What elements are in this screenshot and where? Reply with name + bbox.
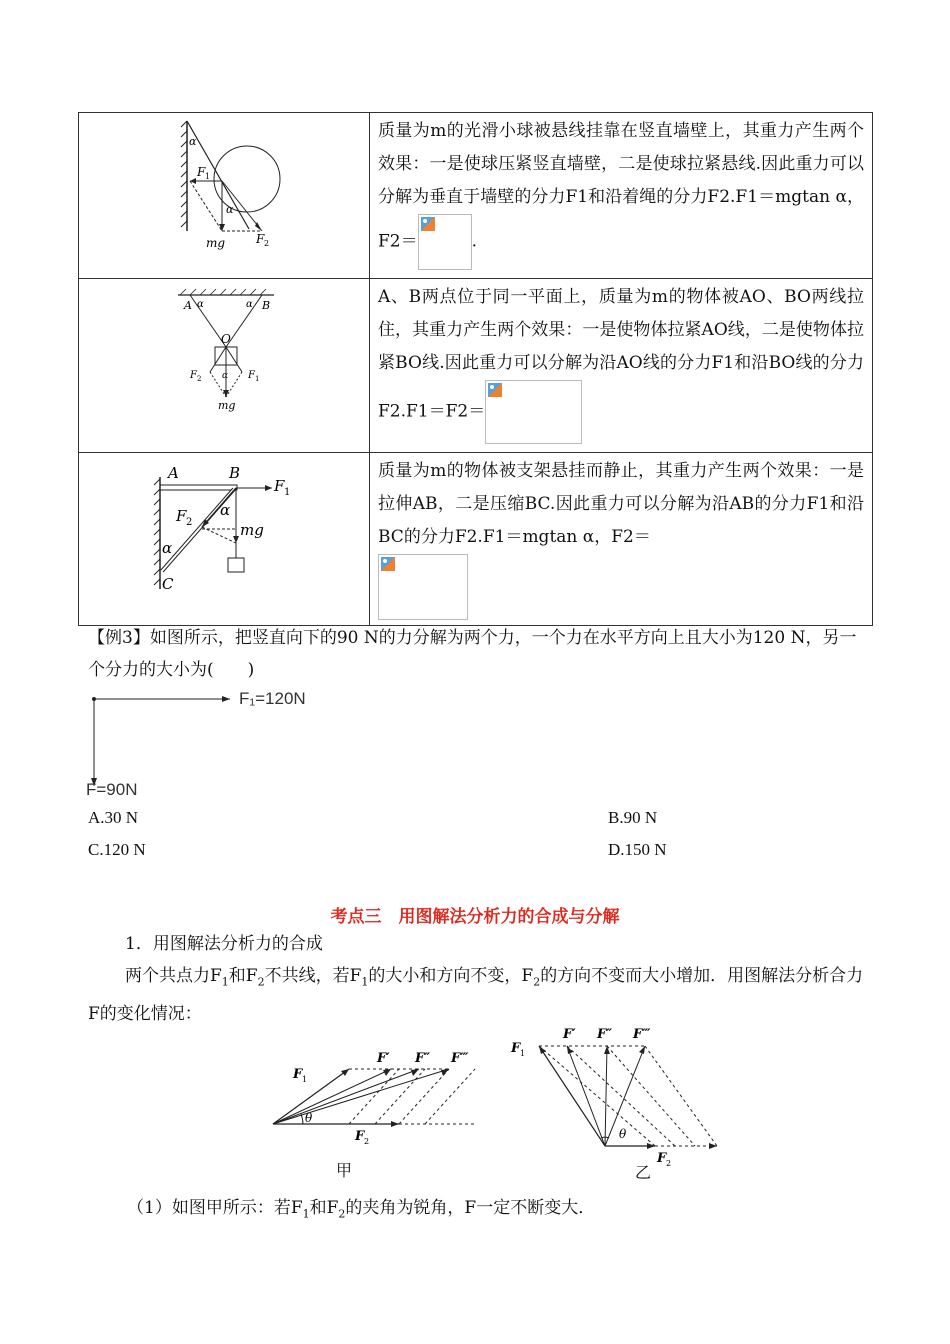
two-strings-figure-cell [79,279,370,453]
row-end: . [471,231,478,252]
bracket-figure [144,463,304,593]
sub-2: 2 [338,1207,346,1221]
table-row [79,453,873,626]
p1-text-a: 两个共点力F [125,966,222,986]
f2-sub: 2 [666,1159,672,1168]
p1-text-c: 不共线，若F [264,966,362,986]
mg-label: mg [240,521,264,539]
p1-text-b: 和F [228,966,258,986]
f2-label: F [355,1129,365,1144]
f2-label: F [176,507,187,525]
p2-text-b: 和F [309,1198,339,1218]
f1-label: F [511,1041,521,1056]
f1-sub: 1 [520,1049,526,1058]
paragraph-2 [127,1192,867,1230]
alpha-label: α [189,135,197,148]
option-b[interactable]: B.90 N [608,808,658,827]
f1-120n-label: F₁=120N [239,689,306,708]
f2-label: F [657,1151,667,1166]
bracket-figure-cell [79,453,370,626]
ball-on-wall-figure [154,119,294,259]
fdprime-label: F″ [415,1051,431,1066]
f1-label: F [274,477,285,495]
sub-2: 2 [257,975,265,989]
alpha-label-2: α [162,539,173,557]
f2-sub: 2 [364,1137,370,1146]
sub-1: 1 [302,1207,310,1221]
ftprime-label: F‴ [451,1051,469,1066]
fprime-label: F′ [563,1027,576,1042]
caption-yi: 乙 [635,1163,652,1182]
p2-text-c: 的夹角为锐角，F一定不断变大． [345,1198,596,1218]
sub-2: 2 [533,975,541,989]
row-text: A、B两点位于同一平面上，质量为m的物体被AO、BO两线拉住，其重力产生两个效果：一是使物体拉紧AO线，二是使物体拉紧BO线.因此重力可以分解为沿AO线的分力F1和沿BO线的分力F2.F1＝F2＝ [378,287,864,422]
ball-on-wall-text-cell [370,113,873,279]
section-title: 考点三 用图解法分析力的合成与分解 [330,907,620,927]
sub-1: 1 [361,975,369,989]
image-placeholder [378,554,468,620]
o-label: O [221,332,231,346]
f1-sub: 1 [284,487,291,498]
mg-label: mg [206,236,226,250]
alpha-label-2: α [246,299,253,310]
f1-label: F [197,165,206,179]
a-label: A [184,299,192,312]
ftprime-label: F‴ [633,1027,651,1042]
alpha-label-2: α [226,203,234,216]
theta-label: θ [619,1127,627,1141]
option-c[interactable]: C.120 N [88,840,146,859]
fdprime-label: F″ [597,1027,613,1042]
c-label: C [162,575,174,593]
theta-label: θ [305,1111,313,1125]
figure-yi [505,1020,727,1168]
f1-sub: 1 [205,172,211,181]
a-label: A [168,464,179,482]
figure-jia [265,1040,480,1155]
mg-label: mg [218,399,236,412]
b-label: B [262,299,271,312]
alpha-label: α [220,501,231,519]
alpha-label-3: α [222,371,229,381]
f2-sub: 2 [197,375,202,383]
p2-text-a: （1）如图甲所示：若F [127,1198,303,1218]
caption-jia: 甲 [336,1161,353,1180]
f2-label: F [256,232,265,246]
decomposition-table [78,112,873,626]
f1-label: F [248,370,255,381]
f2-sub: 2 [186,517,193,528]
f1-sub: 1 [255,375,260,383]
table-row [79,279,873,453]
paragraph-1 [88,960,866,1030]
f1-label: F [293,1067,303,1082]
bracket-text-cell [370,453,873,626]
two-strings-figure [164,285,284,415]
option-a[interactable]: A.30 N [88,808,139,827]
row-text: 质量为m的物体被支架悬挂而静止，其重力产生两个效果：一是拉伸AB，二是压缩BC.因此重力可以分解为沿AB的分力F1和沿BC的分力F2.F1＝mgtan α，F2＝ [378,461,864,547]
b-label: B [229,464,241,482]
f-90n-label: F=90N [86,780,138,799]
p1-text-d: 的大小和方向不变，F [368,966,534,986]
f2-label: F [190,370,197,381]
image-placeholder [485,380,582,444]
sub-1: 1 [221,975,229,989]
example-3-question: 【例3】如图所示，把竖直向下的90 N的力分解为两个力，一个力在水平方向上且大小为120 N，另一个分力的大小为( ) [88,628,857,680]
fprime-label: F′ [377,1051,390,1066]
ball-on-wall-figure-cell [79,113,370,279]
f1-sub: 1 [302,1075,308,1084]
row-text: 质量为m的光滑小球被悬线挂靠在竖直墙壁上，其重力产生两个效果：一是使球压紧竖直墙壁，二是使球拉紧悬线.因此重力可以分解为垂直于墙壁的分力F1和沿着绳的分力F2.F1＝mgtan α，F2＝ [378,121,864,252]
item-1-heading: 1．用图解法分析力的合成 [125,934,323,954]
table-row [79,113,873,279]
alpha-label: α [197,299,204,310]
f2-sub: 2 [264,239,270,248]
image-placeholder [418,214,472,270]
option-d[interactable]: D.150 N [608,840,667,859]
example-3-figure [84,688,344,800]
two-strings-text-cell [370,279,873,453]
p1-text-e: 的方向不变而大小增加．用图解法分析合力F的变化情况： [88,966,864,1025]
